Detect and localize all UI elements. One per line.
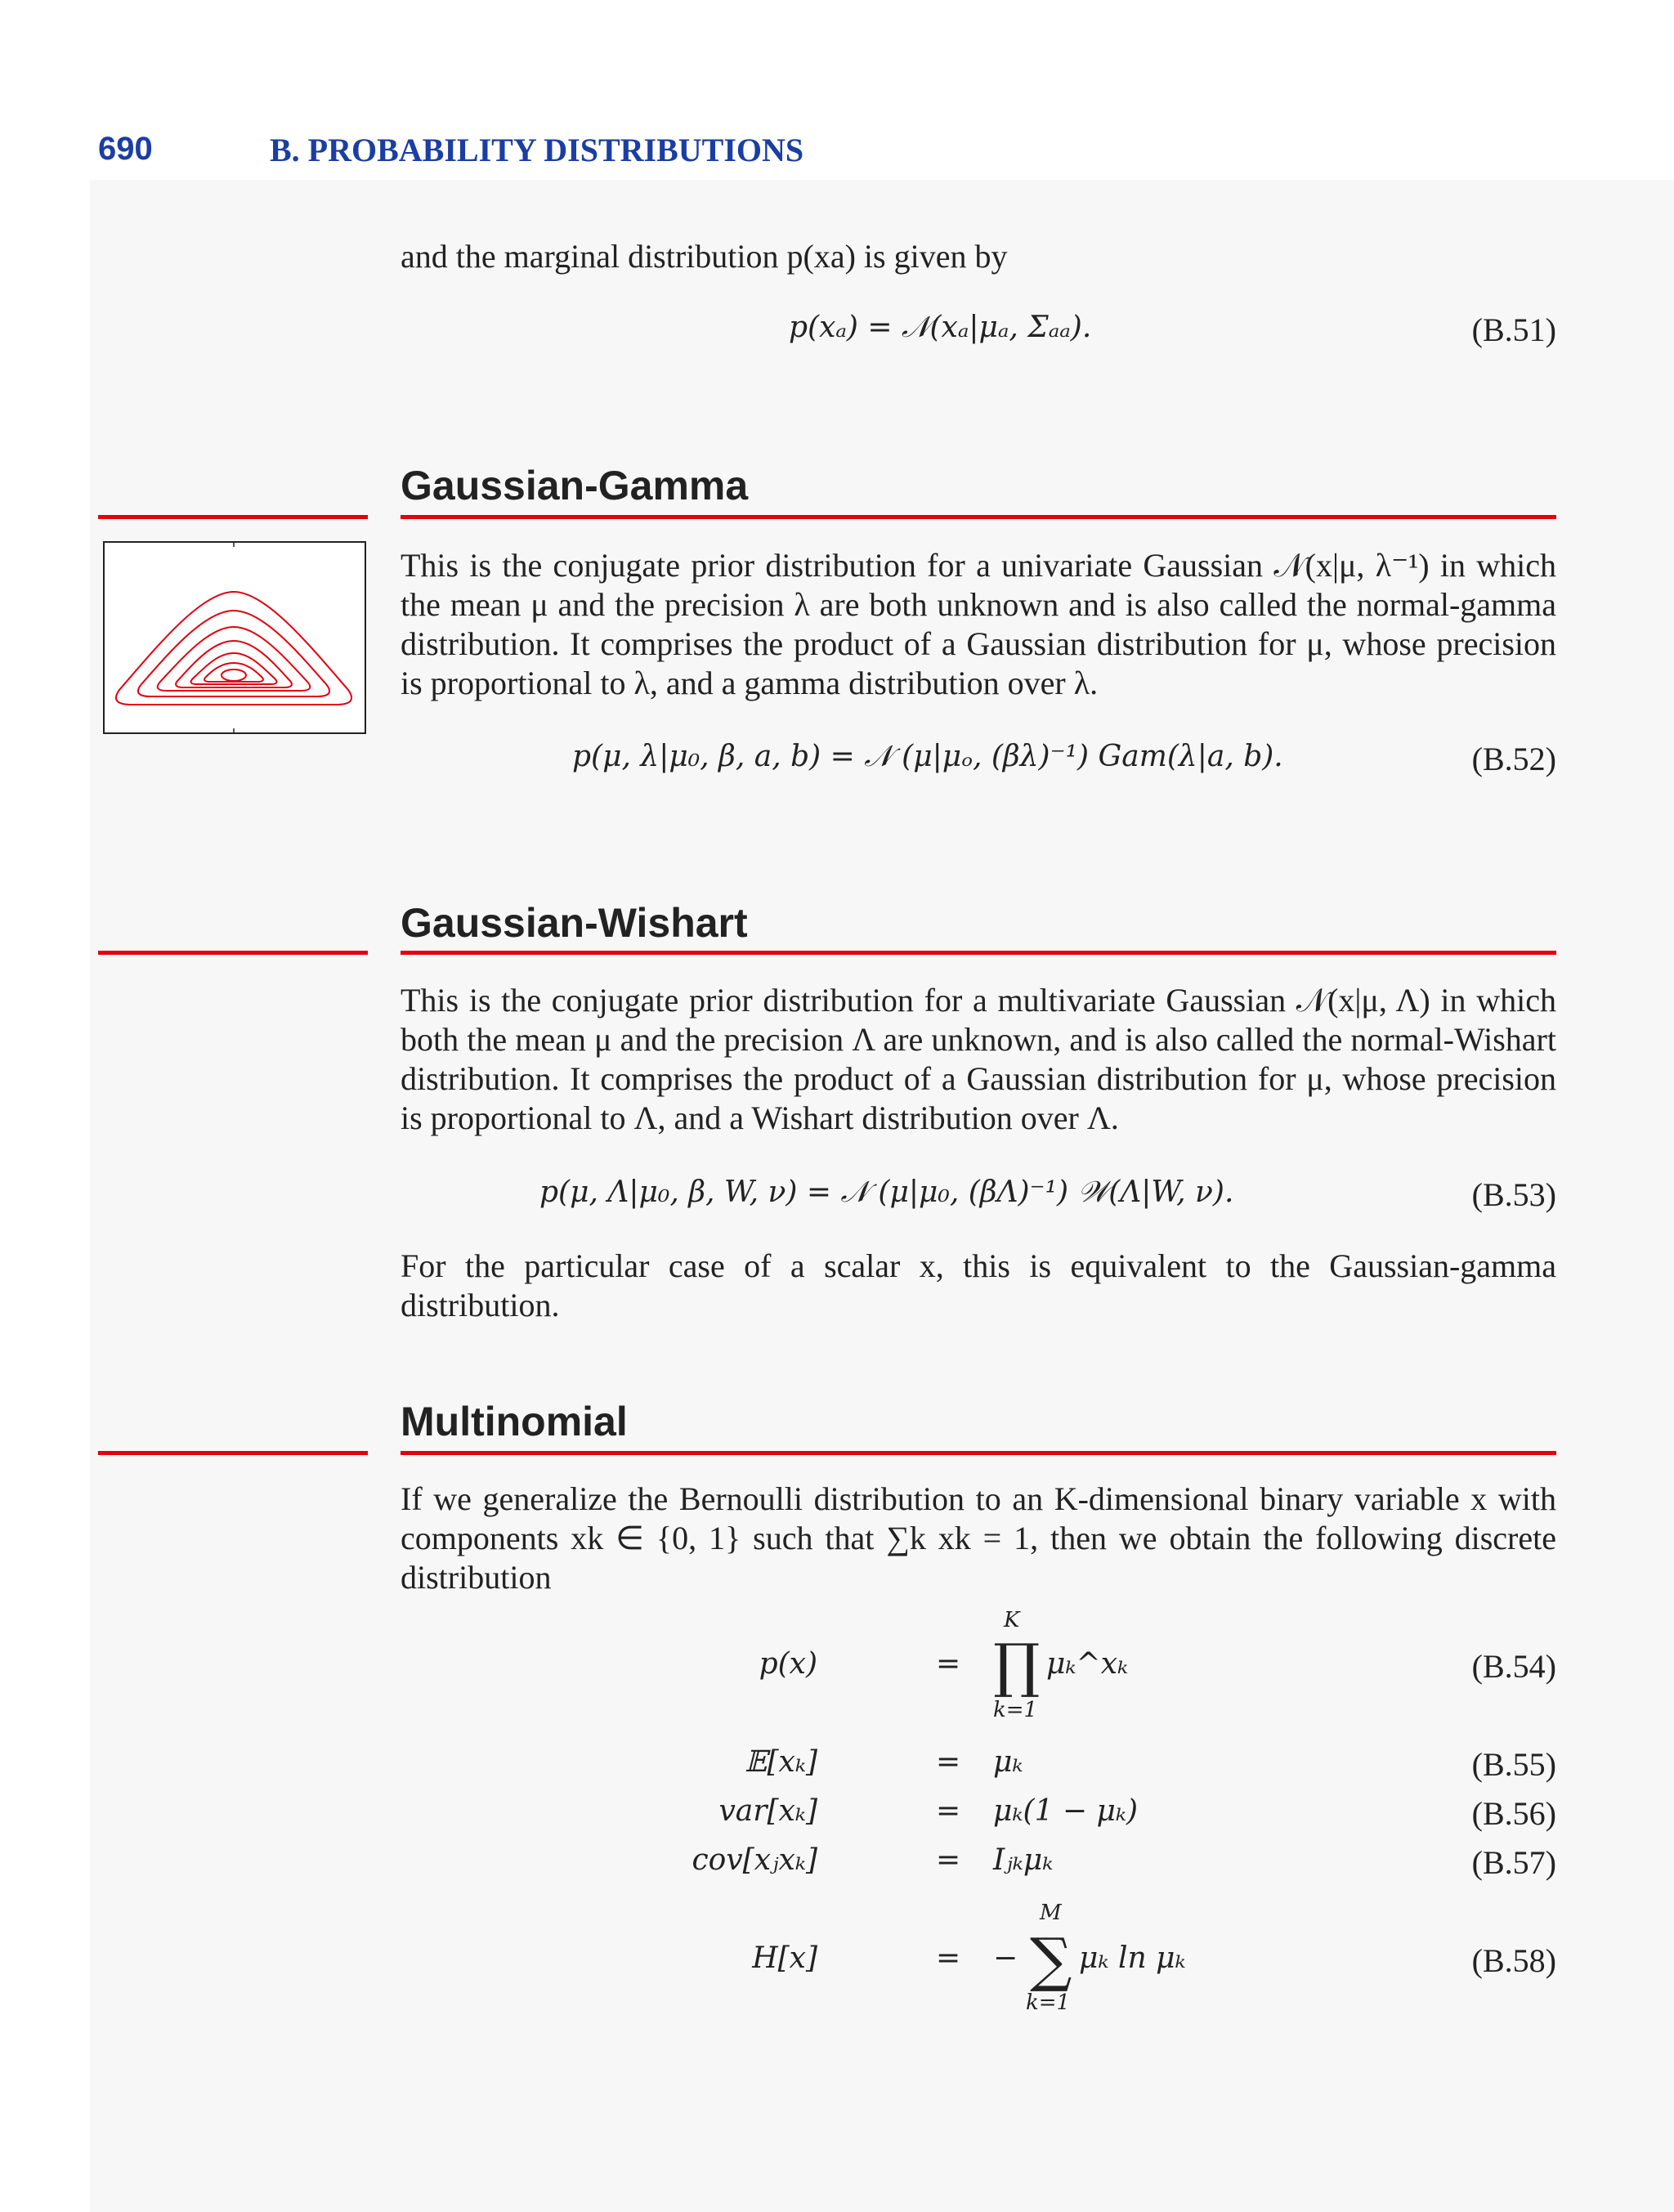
- equation-b53: [401, 1175, 1556, 1225]
- equation-rhs: μₖ(1 − μₖ): [993, 1794, 1139, 1828]
- equation-lhs: 𝔼[xₖ]: [745, 1745, 817, 1779]
- gaussian-gamma-paragraph: [401, 546, 1556, 703]
- equation-rhs: Iⱼₖμₖ: [993, 1843, 1054, 1877]
- equation-b53-body: p(μ, Λ|μ₀, β, W, ν) = 𝒩 (μ|μ₀, (βΛ)⁻¹) 𝒲(Λ|W, ν).: [539, 1175, 1234, 1209]
- equation-b52-body: p(μ, λ|μ₀, β, a, b) = 𝒩 (μ|μₒ, (βλ)⁻¹) Gam(λ|a, b).: [572, 740, 1283, 773]
- equals-sign: =: [936, 1745, 961, 1779]
- chapter-title: B. PROBABILITY DISTRIBUTIONS: [270, 132, 804, 168]
- intro-paragraph: [401, 237, 1556, 276]
- equation-b54: [719, 1608, 1556, 1722]
- gaussian-wishart-paragraph: [401, 981, 1556, 1138]
- section-rule: [401, 951, 1556, 955]
- equation-b54-label: (B.54): [1471, 1648, 1556, 1685]
- section-rule: [401, 515, 1556, 519]
- equation-rhs: μₖ: [993, 1745, 1023, 1779]
- equation-b55-label: (B.55): [1471, 1746, 1556, 1783]
- equation-b51-body: p(xₐ) = 𝒩(xₐ|μₐ, Σₐₐ).: [789, 311, 1092, 344]
- minus-sign: −: [993, 1941, 1018, 1975]
- equals-sign: =: [936, 1843, 961, 1877]
- equation-rhs: μₖ ln μₖ: [1079, 1941, 1186, 1975]
- intro-sentence: and the marginal distribution p(xa) is given by: [401, 238, 1008, 275]
- scalar-case-text: For the particular case of a scalar x, this is equivalent to the Gaussian-gamma distribution.: [401, 1247, 1556, 1323]
- equation-b51-label: (B.51): [1471, 311, 1556, 348]
- product-lower-limit: k=1: [993, 1698, 1038, 1722]
- equation-b57: [692, 1843, 1556, 1892]
- multinomial-text: If we generalize the Bernoulli distribution to an K-dimensional binary variable x with components xk ∈ {0, 1} such that ∑k xk = 1, then we obtain the following discrete distribution: [401, 1480, 1556, 1596]
- equation-lhs: H[x]: [752, 1941, 817, 1975]
- gaussian-gamma-text: This is the conjugate prior distribution for a univariate Gaussian 𝒩(x|μ, λ⁻¹) in which the mean μ and the precision λ are both unknown and is also called the normal-gamma distribution. It comprises the product of a Gaussian distribution for μ, whose precision is proportional to λ, and a gamma distribution over λ.: [401, 547, 1556, 701]
- margin-rule: [98, 1451, 368, 1455]
- section-heading-multinomial: Multinomial: [401, 1399, 628, 1444]
- equation-b57-label: (B.57): [1471, 1844, 1556, 1881]
- page-number: 690: [98, 131, 153, 167]
- section-heading-gaussian-gamma: Gaussian-Gamma: [401, 463, 749, 508]
- equation-b51: [401, 311, 1556, 360]
- equation-lhs: cov[xⱼxₖ]: [692, 1843, 817, 1877]
- section-heading-gaussian-wishart: Gaussian-Wishart: [401, 900, 748, 946]
- multinomial-paragraph: [401, 1480, 1556, 1597]
- multinomial-equations: [692, 1608, 1556, 2015]
- product-operator: ∏: [993, 1631, 1041, 1699]
- gaussian-gamma-contour-figure: [103, 541, 366, 734]
- equation-b55: [719, 1745, 1556, 1794]
- equation-b58: [719, 1901, 1556, 2015]
- sum-upper-limit: M: [1040, 1901, 1062, 1925]
- margin-rule: [98, 515, 368, 519]
- equation-b53-label: (B.53): [1471, 1176, 1556, 1213]
- sum-operator: ∑: [1030, 1925, 1072, 1994]
- equation-b52: [401, 740, 1556, 789]
- equals-sign: =: [936, 1794, 961, 1828]
- equation-b56: [719, 1794, 1556, 1843]
- equation-lhs: p(x): [759, 1647, 817, 1681]
- gaussian-wishart-note: [401, 1247, 1556, 1325]
- sum-lower-limit: k=1: [1026, 1990, 1071, 2015]
- equals-sign: =: [936, 1941, 961, 1975]
- gaussian-wishart-text: This is the conjugate prior distribution for a multivariate Gaussian 𝒩(x|μ, Λ) in which both the mean μ and the precision Λ are unknown, and is also called the normal-Wishart distribution. It comprises the product of a Gaussian distribution for μ, whose precision is proportional to Λ, and a Wishart distribution over Λ.: [401, 982, 1556, 1136]
- equation-lhs: var[xₖ]: [718, 1794, 817, 1828]
- equals-sign: =: [936, 1647, 961, 1681]
- product-upper-limit: K: [1004, 1608, 1020, 1632]
- equation-b56-label: (B.56): [1471, 1795, 1556, 1832]
- equation-rhs: μₖ^xₖ: [1046, 1647, 1129, 1681]
- equation-b58-label: (B.58): [1471, 1942, 1556, 1979]
- section-rule: [401, 1451, 1556, 1455]
- margin-rule: [98, 951, 368, 955]
- equation-b52-label: (B.52): [1471, 741, 1556, 777]
